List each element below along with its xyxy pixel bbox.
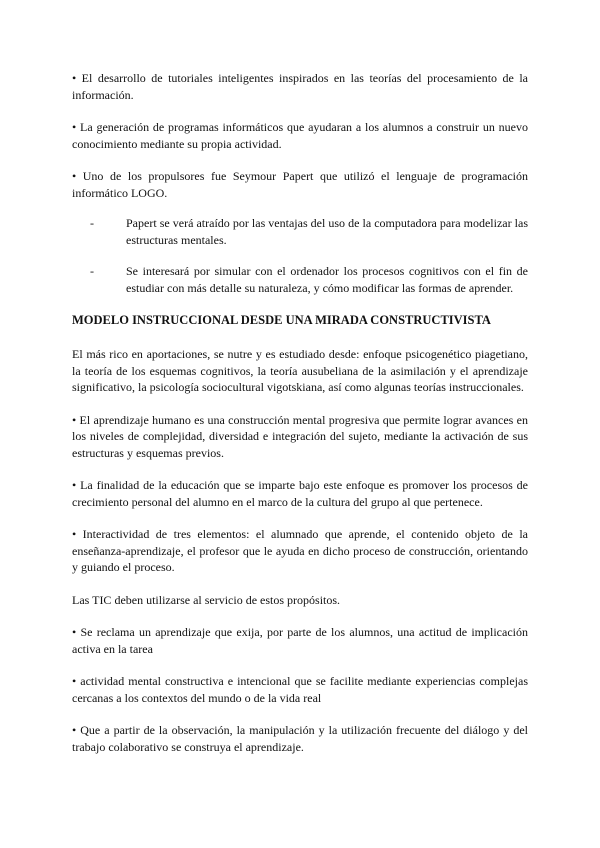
intro-bullet: • La generación de programas informáticos que ayudaran a los alumnos a construir un nuevo conocimiento mediante su propia actividad. <box>72 120 528 151</box>
sub-list-text: Se interesará por simular con el ordenador los procesos cognitivos con el fin de estudiar con más detalle su naturaleza, y cómo modificar las formas de aprender. <box>126 264 528 295</box>
body-paragraph: • Interactividad de tres elementos: el alumnado que aprende, el contenido objeto de la enseñanza-aprendizaje, el profesor que le ayuda en dicho proceso de construcción, orientando y guiando el proceso. <box>72 527 528 574</box>
body-paragraph: El más rico en aportaciones, se nutre y es estudiado desde: enfoque psicogenético piagetiano, la teoría de los esquemas cognitivos, la teoría ausubeliana de la asimilación y el aprendizaje significativo, la psicología sociocultural vigotskiana, así como algunas teorías instruccionales. <box>72 347 528 394</box>
section-heading: MODELO INSTRUCCIONAL DESDE UNA MIRADA CONSTRUCTIVISTA <box>72 313 491 327</box>
intro-bullet: • El desarrollo de tutoriales inteligentes inspirados en las teorías del procesamiento de la información. <box>72 71 528 102</box>
body-paragraph: • El aprendizaje humano es una construcción mental progresiva que permite lograr avances en los niveles de complejidad, diversidad e integración del sujeto, mediante la activación de sus estructuras y esquemas previos. <box>72 412 528 460</box>
sub-list-item <box>90 263 528 296</box>
sub-list-item <box>90 215 528 248</box>
body-paragraph: • Se reclama un aprendizaje que exija, por parte de los alumnos, una actitud de implicación activa en la tarea <box>72 625 528 656</box>
papert-sub-list <box>72 215 528 296</box>
body-paragraph: Las TIC deben utilizarse al servicio de estos propósitos. <box>72 592 341 607</box>
dash-marker: - <box>90 264 94 278</box>
body-paragraph: • actividad mental constructiva e intencional que se facilite mediante experiencias complejas cercanas a los contextos del mundo o de la vida real <box>72 674 528 705</box>
body-paragraph: • La finalidad de la educación que se imparte bajo este enfoque es promover los procesos de crecimiento personal del alumno en el marco de la cultura del grupo al que pertenece. <box>72 478 528 509</box>
intro-bullet: • Uno de los propulsores fue Seymour Papert que utilizó el lenguaje de programación informático LOGO. <box>72 169 528 200</box>
dash-marker: - <box>90 216 94 230</box>
sub-list-text: Papert se verá atraído por las ventajas del uso de la computadora para modelizar las estructuras mentales. <box>126 216 528 247</box>
body-paragraph: • Que a partir de la observación, la manipulación y la utilización frecuente del diálogo y del trabajo colaborativo se construya el aprendizaje. <box>72 723 528 754</box>
